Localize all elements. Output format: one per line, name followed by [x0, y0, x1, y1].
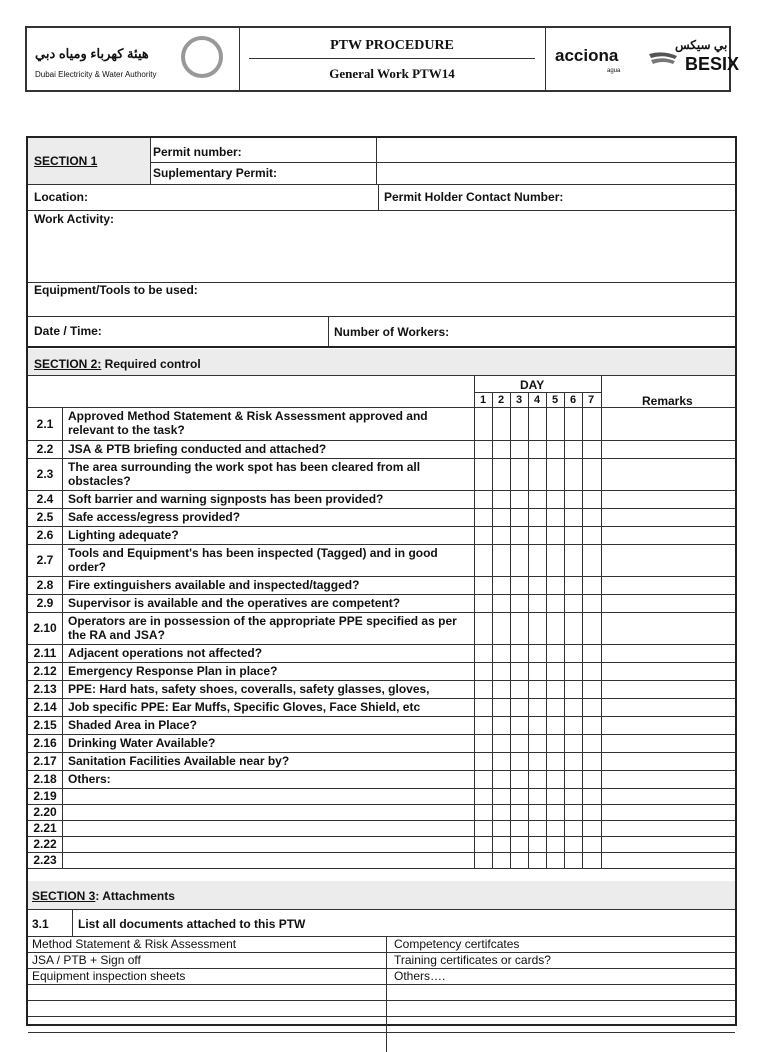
control-item-question: Adjacent operations not affected? — [68, 646, 263, 660]
control-item-number: 2.11 — [33, 646, 57, 660]
control-item-question: JSA & PTB briefing conducted and attached? — [68, 442, 327, 456]
supplementary-permit-label: Suplementary Permit: — [153, 166, 278, 180]
control-item-question: Tools and Equipment's has been inspected (Tagged) and in good order? — [68, 546, 438, 574]
control-item-number: 2.4 — [36, 492, 54, 506]
location-label: Location: — [34, 190, 88, 204]
equipment-tools-label: Equipment/Tools to be used: — [34, 283, 198, 297]
control-item-number: 2.3 — [36, 467, 54, 481]
control-item-question: Shaded Area in Place? — [68, 718, 197, 732]
control-item-question: Job specific PPE: Ear Muffs, Specific Gloves, Face Shield, etc — [68, 700, 421, 714]
day-column-3: 3 — [515, 394, 523, 406]
control-item-question: Emergency Response Plan in place? — [68, 664, 278, 678]
control-item-question: Supervisor is available and the operatives are competent? — [68, 596, 401, 610]
acciona-logo: acciona — [555, 46, 619, 65]
day-column-7: 7 — [587, 394, 595, 406]
day-column-6: 6 — [569, 394, 577, 406]
control-item-number: 2.14 — [33, 700, 57, 714]
control-item-number: 2.5 — [36, 510, 54, 524]
procedure-title: PTW PROCEDURE — [330, 38, 454, 53]
control-item-question: Lighting adequate? — [68, 528, 179, 542]
day-column-1: 1 — [479, 394, 487, 406]
day-column-5: 5 — [551, 394, 559, 406]
control-item-question: Fire extinguishers available and inspected/tagged? — [68, 578, 360, 592]
section3-item-text: List all documents attached to this PTW — [78, 917, 306, 931]
day-label: DAY — [520, 378, 545, 392]
dewa-logo — [27, 28, 240, 90]
control-item-number: 2.18 — [33, 772, 57, 786]
control-item-question: Sanitation Facilities Available near by? — [68, 754, 290, 768]
control-item-number: 2.15 — [33, 718, 57, 732]
section3-title: SECTION 3: Attachments — [32, 889, 175, 903]
day-column-4: 4 — [533, 394, 541, 406]
control-item-number: 2.7 — [36, 553, 54, 567]
attachment-item: Equipment inspection sheets — [32, 969, 186, 983]
control-item-question: Approved Method Statement & Risk Assessment approved and relevant to the task? — [68, 409, 428, 437]
acciona-sub: agua — [607, 68, 621, 74]
control-item-number: 2.2 — [36, 442, 54, 456]
control-item-number: 2.16 — [33, 736, 57, 750]
control-item-question: Safe access/egress provided? — [68, 510, 241, 524]
control-item-number: 2.20 — [33, 805, 57, 819]
control-item-number: 2.19 — [33, 789, 57, 803]
control-item-question: Others: — [68, 772, 111, 786]
control-item-number: 2.21 — [33, 821, 57, 835]
control-item-question: The area surrounding the work spot has been cleared from all obstacles? — [68, 460, 421, 488]
control-item-number: 2.6 — [36, 528, 54, 542]
permit-number-label: Permit number: — [153, 145, 242, 159]
work-activity-label: Work Activity: — [34, 212, 115, 226]
attachment-item: Method Statement & Risk Assessment — [32, 937, 237, 951]
control-item-question: Drinking Water Available? — [68, 736, 216, 750]
control-item-number: 2.13 — [33, 682, 57, 696]
control-item-number: 2.1 — [36, 417, 54, 431]
permit-holder-contact-label: Permit Holder Contact Number: — [384, 190, 564, 204]
dewa-arabic-name: هيئة كهرباء ومياه دبي — [35, 46, 149, 61]
control-item-number: 2.9 — [36, 596, 54, 610]
header-title-block — [239, 28, 546, 90]
section2-title: SECTION 2: Required control — [34, 357, 201, 371]
document-header — [25, 26, 740, 92]
control-item-number: 2.8 — [36, 578, 54, 592]
control-item-question: Operators are in possession of the appropriate PPE specified as per the RA and JSA? — [68, 614, 457, 642]
attachment-item: Training certificates or cards? — [394, 953, 551, 967]
remarks-label: Remarks — [642, 394, 693, 408]
control-item-question: Soft barrier and warning signposts has been provided? — [68, 492, 384, 506]
partner-logos — [545, 28, 740, 90]
control-item-question: PPE: Hard hats, safety shoes, coveralls, safety glasses, gloves, — [68, 682, 430, 696]
number-of-workers-label: Number of Workers: — [334, 325, 450, 339]
ptw-form — [26, 136, 737, 1026]
control-item-number: 2.22 — [33, 837, 57, 851]
attachment-item: Others…. — [394, 969, 446, 983]
besix-arabic-name: بي سيكس — [675, 38, 728, 52]
besix-logo: BESIX — [685, 54, 740, 74]
attachment-item: Competency certifcates — [394, 937, 520, 951]
attachment-item: JSA / PTB + Sign off — [32, 953, 141, 967]
control-item-number: 2.10 — [33, 621, 57, 635]
besix-wing-icon — [647, 50, 679, 68]
section3-item-number: 3.1 — [32, 917, 49, 931]
date-time-label: Date / Time: — [34, 324, 102, 338]
permit-type-title: General Work PTW14 — [329, 66, 455, 81]
control-item-number: 2.17 — [33, 754, 57, 768]
control-item-number: 2.12 — [33, 664, 57, 678]
section1-title: SECTION 1 — [34, 154, 98, 168]
day-column-2: 2 — [497, 394, 505, 406]
dewa-english-name: Dubai Electricity & Water Authority — [35, 70, 157, 79]
dewa-emblem-icon — [181, 36, 223, 78]
control-item-number: 2.23 — [33, 853, 57, 867]
